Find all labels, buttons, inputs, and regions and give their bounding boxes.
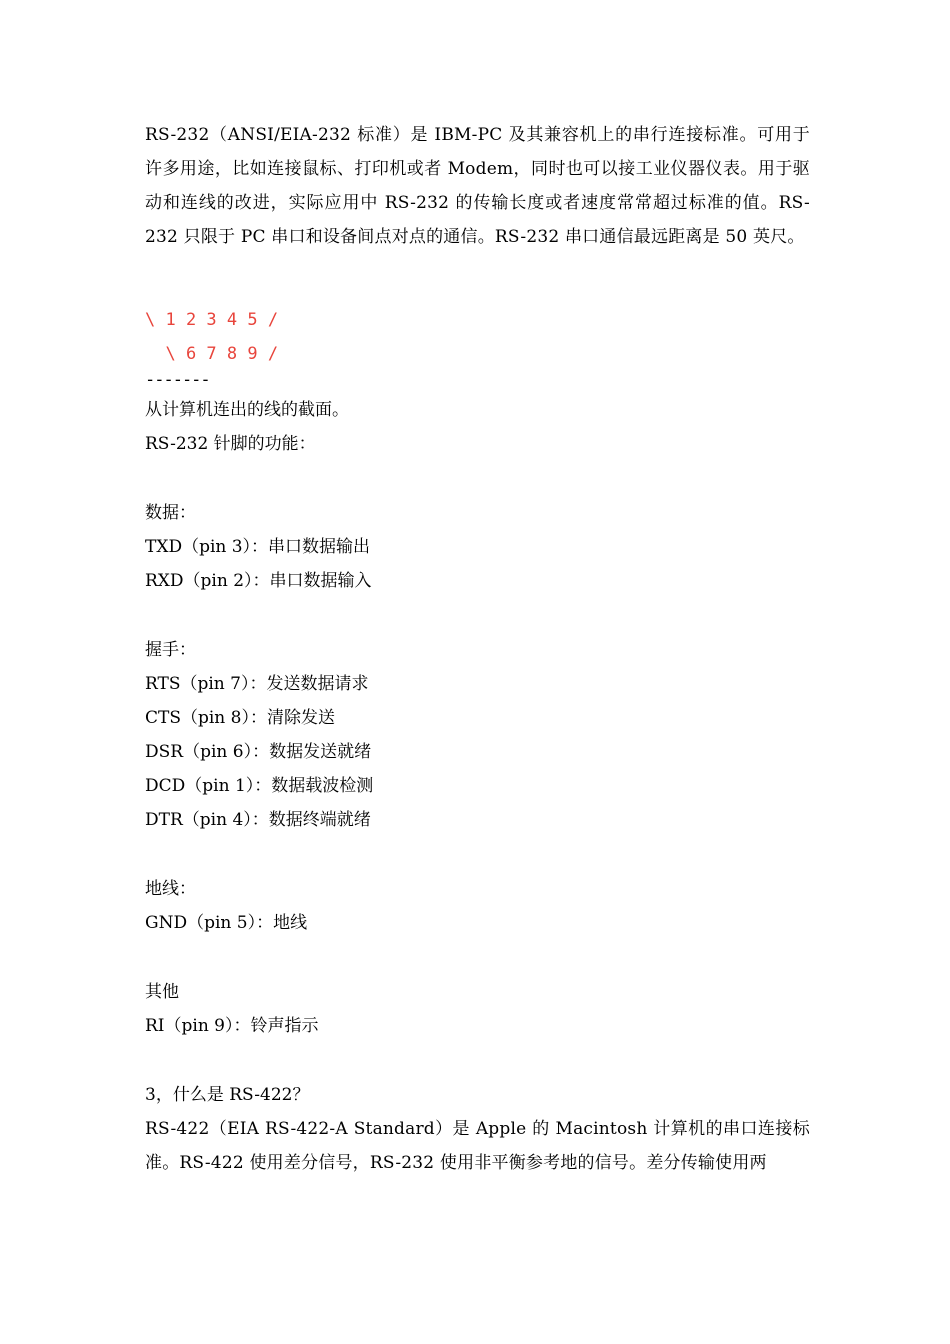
rs422-heading: 3，什么是 RS-422？ — [145, 1085, 310, 1105]
pin-item: RTS（pin 7）：发送数据请求 — [145, 674, 369, 694]
pin-item: DCD（pin 1）：数据载波检测 — [145, 776, 374, 796]
pin-item: DTR（pin 4）：数据终端就绪 — [145, 810, 371, 830]
rs422-paragraph: RS-422（EIA RS-422-A Standard）是 Apple 的 Macintosh 计算机的串口连接标准。RS-422 使用差分信号，RS-232 使用非平衡参考地的信号。差分传输使用两 — [145, 1119, 810, 1173]
spacer — [145, 837, 810, 872]
pin-item: GND（pin 5）：地线 — [145, 913, 308, 933]
spacer — [145, 1043, 810, 1078]
pin-item: DSR（pin 6）：数据发送就绪 — [145, 742, 372, 762]
intro-paragraph: RS-232（ANSI/EIA-232 标准）是 IBM-PC 及其兼容机上的串行连接标准。可用于许多用途，比如连接鼠标、打印机或者 Modem，同时也可以接工业仪器仪表。用于驱动和连线的改进，实际应用中 RS-232 的传输长度或者速度常常超过标准的值。RS-232 只限于 PC 串口和设备间点对点的通信。RS-232 串口通信最远距离是 50 英尺。 — [145, 125, 810, 247]
pins-heading: RS-232 针脚的功能： — [145, 434, 316, 454]
diagram-caption: 从计算机连出的线的截面。 — [145, 400, 349, 420]
other-group-heading: 其他 — [145, 982, 179, 1002]
document-body — [145, 118, 810, 1180]
connector-diagram — [145, 303, 810, 389]
handshake-group-heading: 握手： — [145, 640, 196, 660]
pin-item: RXD（pin 2）：串口数据输入 — [145, 571, 372, 591]
diagram-row-top: \ 1 2 3 4 5 / — [145, 310, 279, 330]
data-group-heading: 数据： — [145, 503, 196, 523]
spacer — [145, 940, 810, 975]
ground-group-heading: 地线： — [145, 879, 196, 899]
pin-item: CTS（pin 8）：清除发送 — [145, 708, 335, 728]
pin-section — [145, 393, 810, 1180]
spacer — [145, 598, 810, 633]
diagram-row-bottom: \ 6 7 8 9 / — [145, 344, 279, 364]
pin-item: RI（pin 9）：铃声指示 — [145, 1016, 319, 1036]
spacer — [145, 461, 810, 496]
pin-item: TXD（pin 3）：串口数据输出 — [145, 537, 371, 557]
diagram-baseline: ------- — [145, 370, 210, 390]
